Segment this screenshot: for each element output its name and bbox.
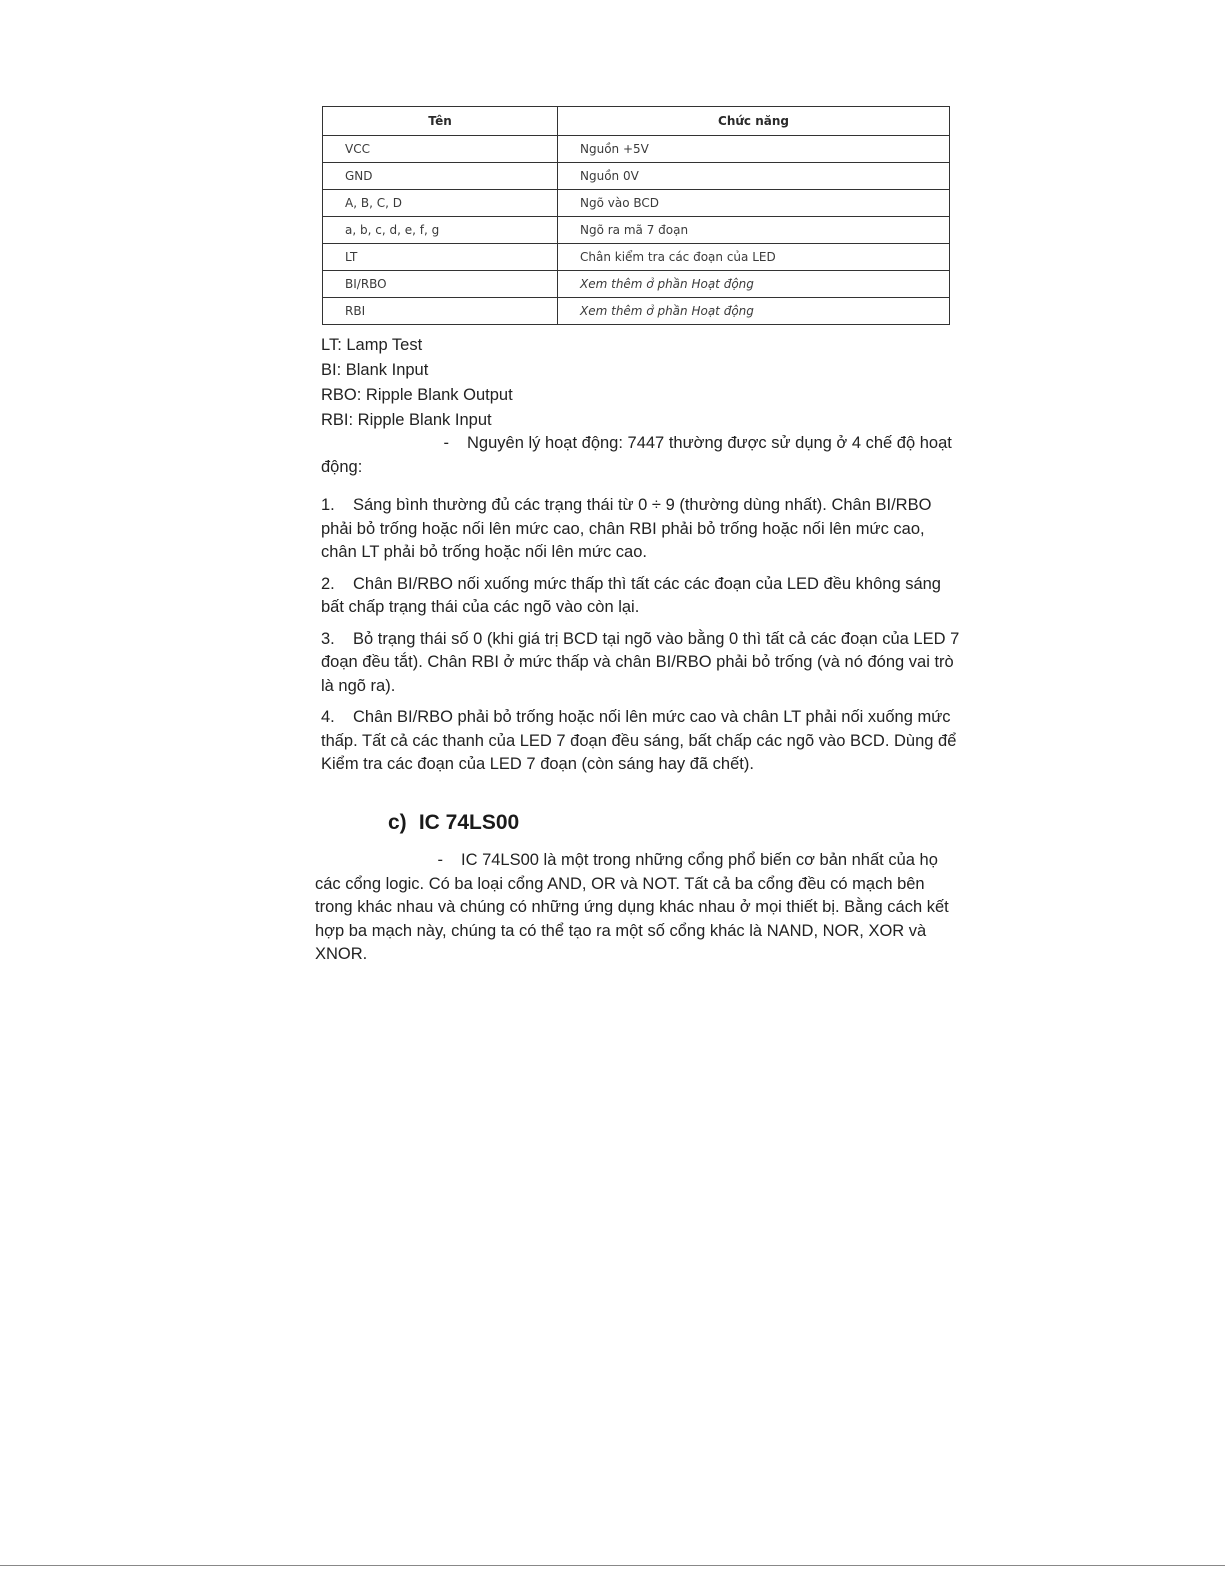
pin-name: a, b, c, d, e, f, g — [323, 217, 558, 244]
intro-text: Nguyên lý hoạt động: 7447 thường được sử dụng ở 4 chế độ hoạt động: — [321, 434, 952, 476]
item-number: 3. — [321, 629, 335, 648]
pin-function: Ngõ ra mã 7 đoạn — [558, 217, 950, 244]
table-row — [323, 190, 950, 217]
item-text: Bỏ trạng thái số 0 (khi giá trị BCD tại ngõ vào bằng 0 thì tất cả các đoạn của LED 7 đoạn đều tắt). Chân RBI ở mức thấp và chân BI/RBO phải bỏ trống (và nó đóng vai trò là ngõ ra). — [321, 629, 960, 695]
abbreviation-list — [321, 333, 513, 433]
pin-name: VCC — [323, 136, 558, 163]
mode-list — [321, 494, 961, 785]
table-row — [323, 217, 950, 244]
item-number: 1. — [321, 496, 335, 514]
pin-name: BI/RBO — [323, 271, 558, 298]
pin-function: Chân kiểm tra các đoạn của LED — [558, 244, 950, 271]
table-header-row — [323, 107, 950, 136]
table-row — [323, 163, 950, 190]
pin-name: RBI — [323, 298, 558, 325]
header-function: Chức năng — [558, 107, 950, 136]
list-item — [321, 706, 961, 777]
pin-function: Ngõ vào BCD — [558, 190, 950, 217]
item-number: 4. — [321, 708, 335, 726]
item-text: Chân BI/RBO nối xuống mức thấp thì tất các các đoạn của LED đều không sáng bất chấp trạng thái của các ngõ vào còn lại. — [321, 574, 941, 616]
table-row — [323, 298, 950, 325]
abbreviation-item: BI: Blank Input — [321, 361, 429, 379]
pin-function-table — [322, 106, 950, 325]
section-heading — [388, 811, 519, 835]
bullet-dash: - — [437, 851, 443, 869]
ic-description-text: IC 74LS00 là một trong những cổng phổ biến cơ bản nhất của họ các cổng logic. Có ba loại cổng AND, OR và NOT. Tất cả ba cổng đều có mạch bên trong khác nhau và chúng có những ứng dụng khác nhau ở mọi thiết bị. Bằng cách kết hợp ba mạch này, chúng ta có thể tạo ra một số cổng khác là NAND, NOR, XOR và XNOR. — [315, 851, 949, 963]
table-row — [323, 136, 950, 163]
table-row — [323, 244, 950, 271]
pin-function: Xem thêm ở phần Hoạt động — [558, 271, 950, 298]
abbreviation-item: RBO: Ripple Blank Output — [321, 386, 513, 404]
pin-function: Xem thêm ở phần Hoạt động — [558, 298, 950, 325]
item-text: Sáng bình thường đủ các trạng thái từ 0 ÷ 9 (thường dùng nhất). Chân BI/RBO phải bỏ trống hoặc nối lên mức cao, chân RBI phải bỏ trống hoặc nối lên mức cao, chân LT phải bỏ trống hoặc nối lên mức cao. — [321, 496, 932, 561]
abbreviation-item: LT: Lamp Test — [321, 336, 423, 354]
bullet-dash: - — [443, 434, 449, 452]
ic-description — [315, 849, 961, 967]
item-text: Chân BI/RBO phải bỏ trống hoặc nối lên mức cao và chân LT phải nối xuống mức thấp. Tất cả các thanh của LED 7 đoạn đều sáng, bất chấp các ngõ vào BCD. Dùng để Kiểm tra các đoạn của LED 7 đoạn (còn sáng hay đã chết). — [321, 708, 957, 773]
table-row — [323, 271, 950, 298]
pin-function: Nguồn +5V — [558, 136, 950, 163]
section-title: IC 74LS00 — [418, 811, 520, 834]
page-bottom-rule — [0, 1565, 1225, 1566]
list-item — [321, 628, 961, 699]
pin-name: A, B, C, D — [323, 190, 558, 217]
list-item — [321, 494, 961, 565]
pin-name: LT — [323, 244, 558, 271]
pin-name: GND — [323, 163, 558, 190]
operation-intro — [321, 432, 961, 479]
pin-function: Nguồn 0V — [558, 163, 950, 190]
section-letter: c) — [388, 811, 407, 834]
list-item — [321, 573, 961, 620]
abbreviation-item: RBI: Ripple Blank Input — [321, 411, 492, 429]
item-number: 2. — [321, 574, 335, 593]
header-name: Tên — [323, 107, 558, 136]
